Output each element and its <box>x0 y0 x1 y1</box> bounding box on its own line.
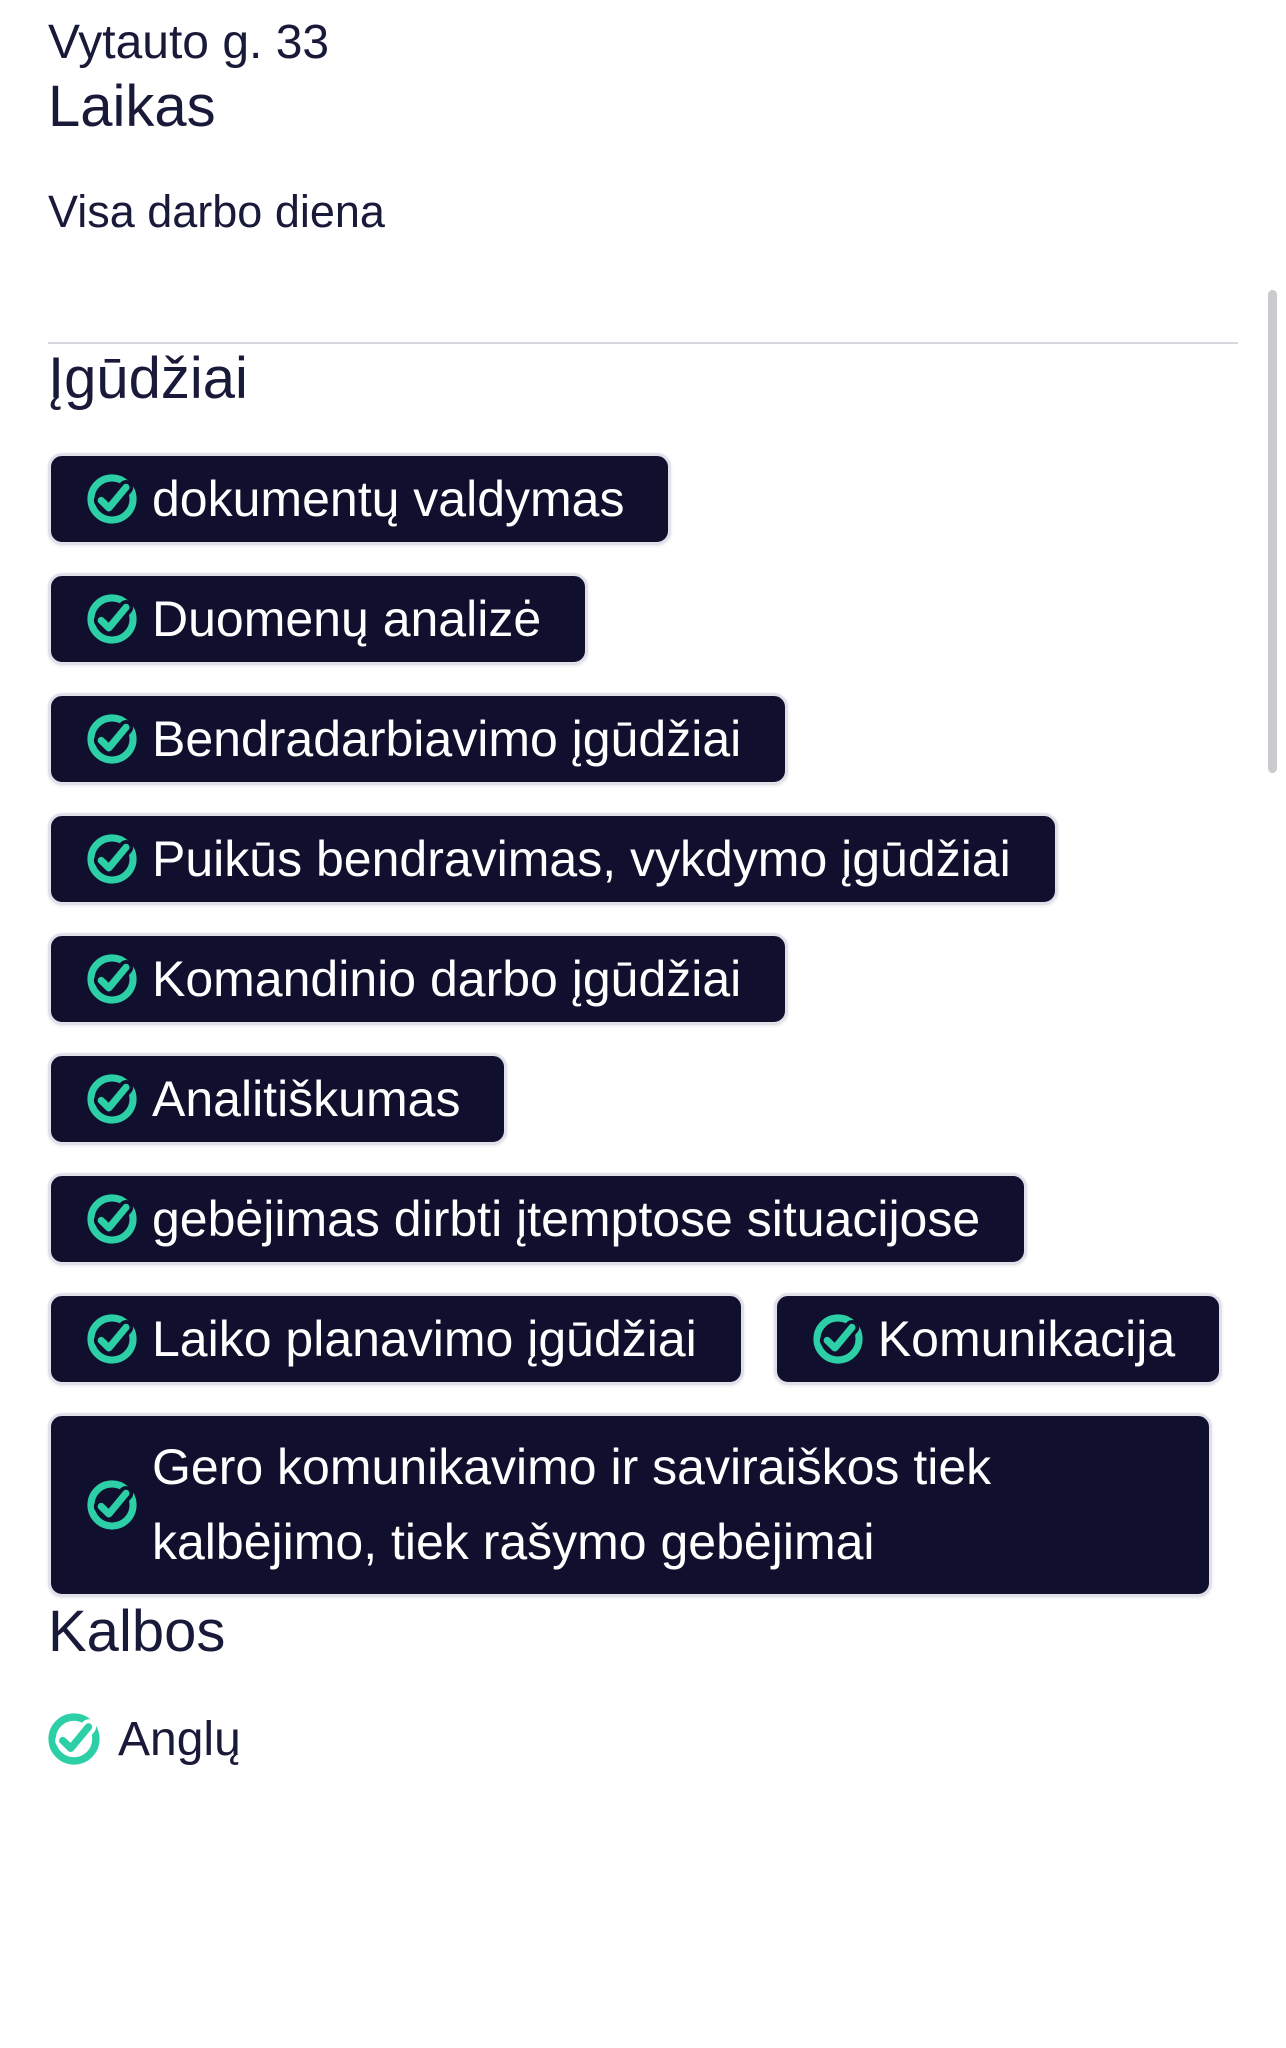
skill-label: gebėjimas dirbti įtemptose situacijose <box>152 1191 981 1248</box>
check-circle-icon <box>87 474 137 524</box>
skill-label: Bendradarbiavimo įgūdžiai <box>152 711 742 768</box>
skills-row <box>48 933 788 1025</box>
check-circle-icon <box>48 1713 100 1765</box>
skill-label: Analitiškumas <box>152 1071 461 1128</box>
skills-row <box>48 573 588 665</box>
skill-tag[interactable] <box>48 933 788 1025</box>
check-circle-icon <box>87 1074 137 1124</box>
languages-list <box>48 1712 1238 1767</box>
skill-label: Komunikacija <box>877 1311 1176 1368</box>
check-circle-icon <box>87 834 137 884</box>
skill-tag[interactable] <box>48 1413 1212 1597</box>
check-circle-icon <box>87 954 137 1004</box>
scrollbar-thumb[interactable] <box>1268 290 1277 773</box>
language-item <box>48 1712 241 1767</box>
skills-row <box>48 1293 1222 1385</box>
skill-tag[interactable] <box>48 1293 744 1385</box>
skill-label: Laiko planavimo įgūdžiai <box>152 1311 697 1368</box>
skill-tag[interactable] <box>774 1293 1222 1385</box>
check-circle-icon <box>813 1314 863 1364</box>
skill-label: Puikūs bendravimas, vykdymo įgūdžiai <box>152 831 1011 888</box>
address-text: Vytauto g. 33 <box>48 16 330 69</box>
check-circle-icon <box>87 594 137 644</box>
skills-row <box>48 693 788 785</box>
skill-label: dokumentų valdymas <box>152 471 625 528</box>
skill-tag[interactable] <box>48 453 671 545</box>
check-circle-icon <box>87 1194 137 1244</box>
skill-label: Duomenų analizė <box>152 591 542 648</box>
section-title-skills: Įgūdžiai <box>48 345 248 411</box>
section-title-time: Laikas <box>48 73 216 139</box>
skill-tag[interactable] <box>48 813 1058 905</box>
skill-tag[interactable] <box>48 1173 1027 1265</box>
skill-label: Gero komunikavimo ir saviraiškos tiek kalbėjimo, tiek rašymo gebėjimai <box>152 1439 992 1571</box>
skills-list <box>48 453 1238 1597</box>
skills-row <box>48 1053 507 1145</box>
check-circle-icon <box>87 1314 137 1364</box>
skill-tag[interactable] <box>48 693 788 785</box>
check-circle-icon <box>87 714 137 764</box>
time-value: Visa darbo diena <box>48 186 385 238</box>
language-label: Anglų <box>118 1712 241 1766</box>
skills-row <box>48 1173 1027 1265</box>
skills-row <box>48 813 1058 905</box>
skill-tag[interactable] <box>48 1053 507 1145</box>
section-title-languages: Kalbos <box>48 1599 226 1665</box>
skills-row <box>48 453 671 545</box>
check-circle-icon <box>87 1480 137 1530</box>
skill-tag[interactable] <box>48 573 588 665</box>
skills-row <box>48 1413 1212 1597</box>
skill-label: Komandinio darbo įgūdžiai <box>152 951 742 1008</box>
